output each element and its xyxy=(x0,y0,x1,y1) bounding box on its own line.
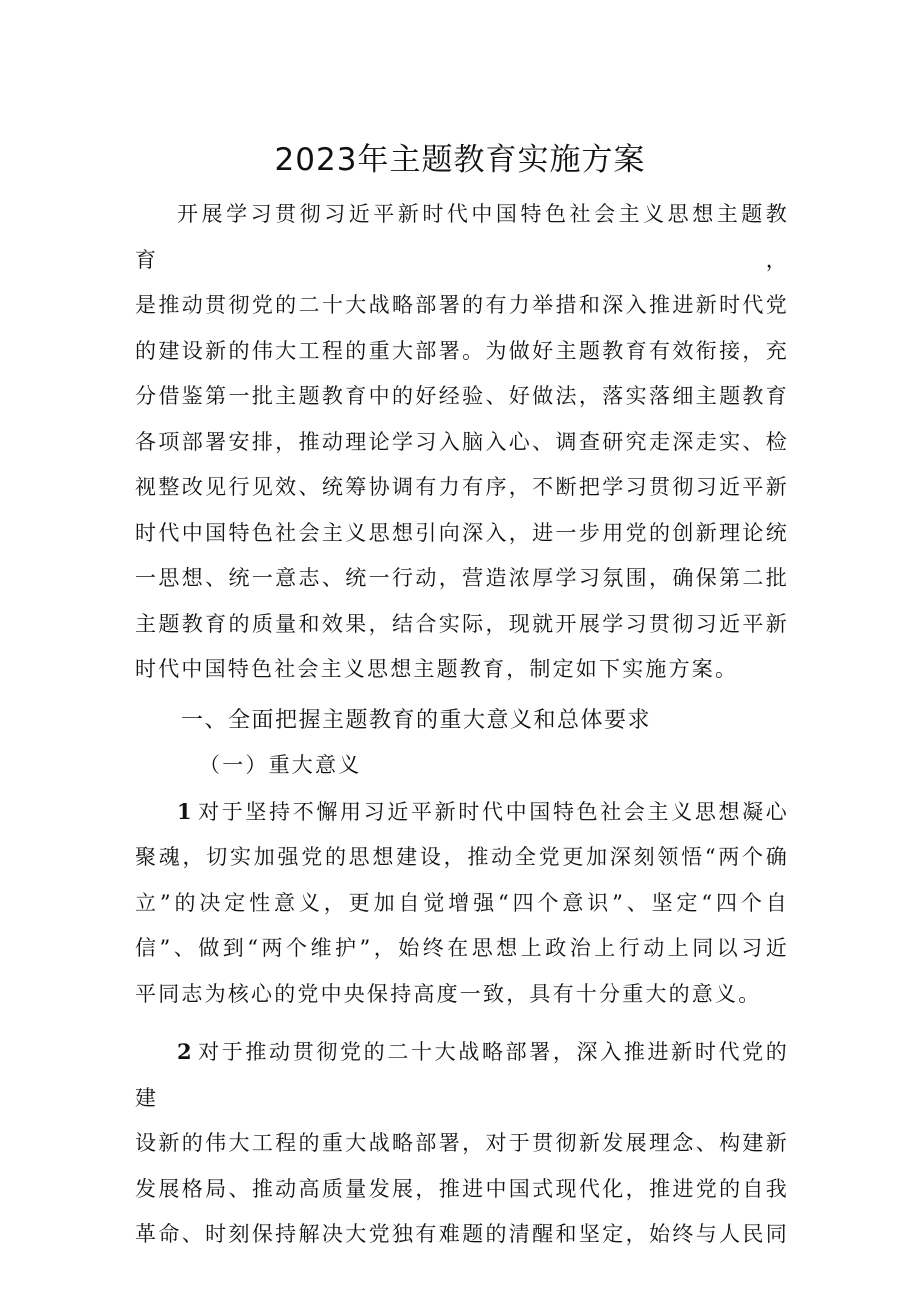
subsection-heading: （一）重大意义 xyxy=(199,753,362,777)
item-1-line: 信”、做到“两个维护”，始终在思想上政治上行动上同以习近 xyxy=(135,936,789,960)
item-2-line: 设新的伟大工程的重大战略部署，对于贯彻新发展理念、构建新 xyxy=(135,1131,789,1155)
intro-line: 主题教育的质量和效果，结合实际，现就开展学习贯彻习近平新 xyxy=(135,611,789,636)
intro-paragraph xyxy=(135,192,789,693)
item-2-line: 发展格局、推动高质量发展，推进中国式现代化，推进党的自我 xyxy=(135,1176,789,1201)
section-heading: 一、全面把握主题教育的重大意义和总体要求 xyxy=(181,707,652,733)
intro-line: 时代中国特色社会主义思想引向深入，进一步用党的创新理论统 xyxy=(135,520,789,545)
intro-line: 一思想、统一意志、统一行动，营造浓厚学习氛围，确保第二批 xyxy=(135,566,789,590)
item-1-line: 平同志为核心的党中央保持高度一致，具有十分重大的意义。 xyxy=(135,981,762,1006)
item-1-text: 对于坚持不懈用习近平新时代中国特色社会主义思想凝心 xyxy=(197,799,789,824)
intro-line: 各项部署安排，推动理论学习入脑入心、调查研究走深走实、检 xyxy=(135,429,789,454)
item-2-number: 2 xyxy=(177,1039,192,1064)
item-1-first-line xyxy=(135,789,789,836)
item-2-paragraph xyxy=(135,1029,789,1258)
intro-line: 是推动贯彻党的二十大战略部署的有力举措和深入推进新时代党 xyxy=(135,293,789,317)
item-2-line: 革命、时刻保持解决大党独有难题的清醒和坚定，始终与人民同 xyxy=(135,1222,789,1246)
item-1-line: 聚魂，切实加强党的思想建设，推动全党更加深刻领悟“两个确 xyxy=(135,845,789,869)
item-2-first-line xyxy=(135,1029,789,1121)
intro-line: 开展学习贯彻习近平新时代中国特色社会主义思想主题教育， xyxy=(135,202,789,272)
item-2-text: 对于推动贯彻党的二十大战略部署，深入推进新时代党的建 xyxy=(135,1040,789,1110)
intro-line: 的建设新的伟大工程的重大部署。为做好主题教育有效衔接，充 xyxy=(135,338,789,363)
intro-line: 分借鉴第一批主题教育中的好经验、好做法，落实落细主题教育 xyxy=(135,384,789,408)
intro-line: 视整改见行见效、统筹协调有力有序，不断把学习贯彻习近平新 xyxy=(135,475,789,499)
document-body xyxy=(135,192,789,1258)
intro-line: 时代中国特色社会主义思想主题教育，制定如下实施方案。 xyxy=(135,657,739,681)
item-1-paragraph xyxy=(135,789,789,1018)
item-1-line: 立”的决定性意义，更加自觉增强“四个意识”、坚定“四个自 xyxy=(135,890,789,915)
item-1-number: 1 xyxy=(177,798,192,824)
document-title: 2023年主题教育实施方案 xyxy=(274,141,646,178)
